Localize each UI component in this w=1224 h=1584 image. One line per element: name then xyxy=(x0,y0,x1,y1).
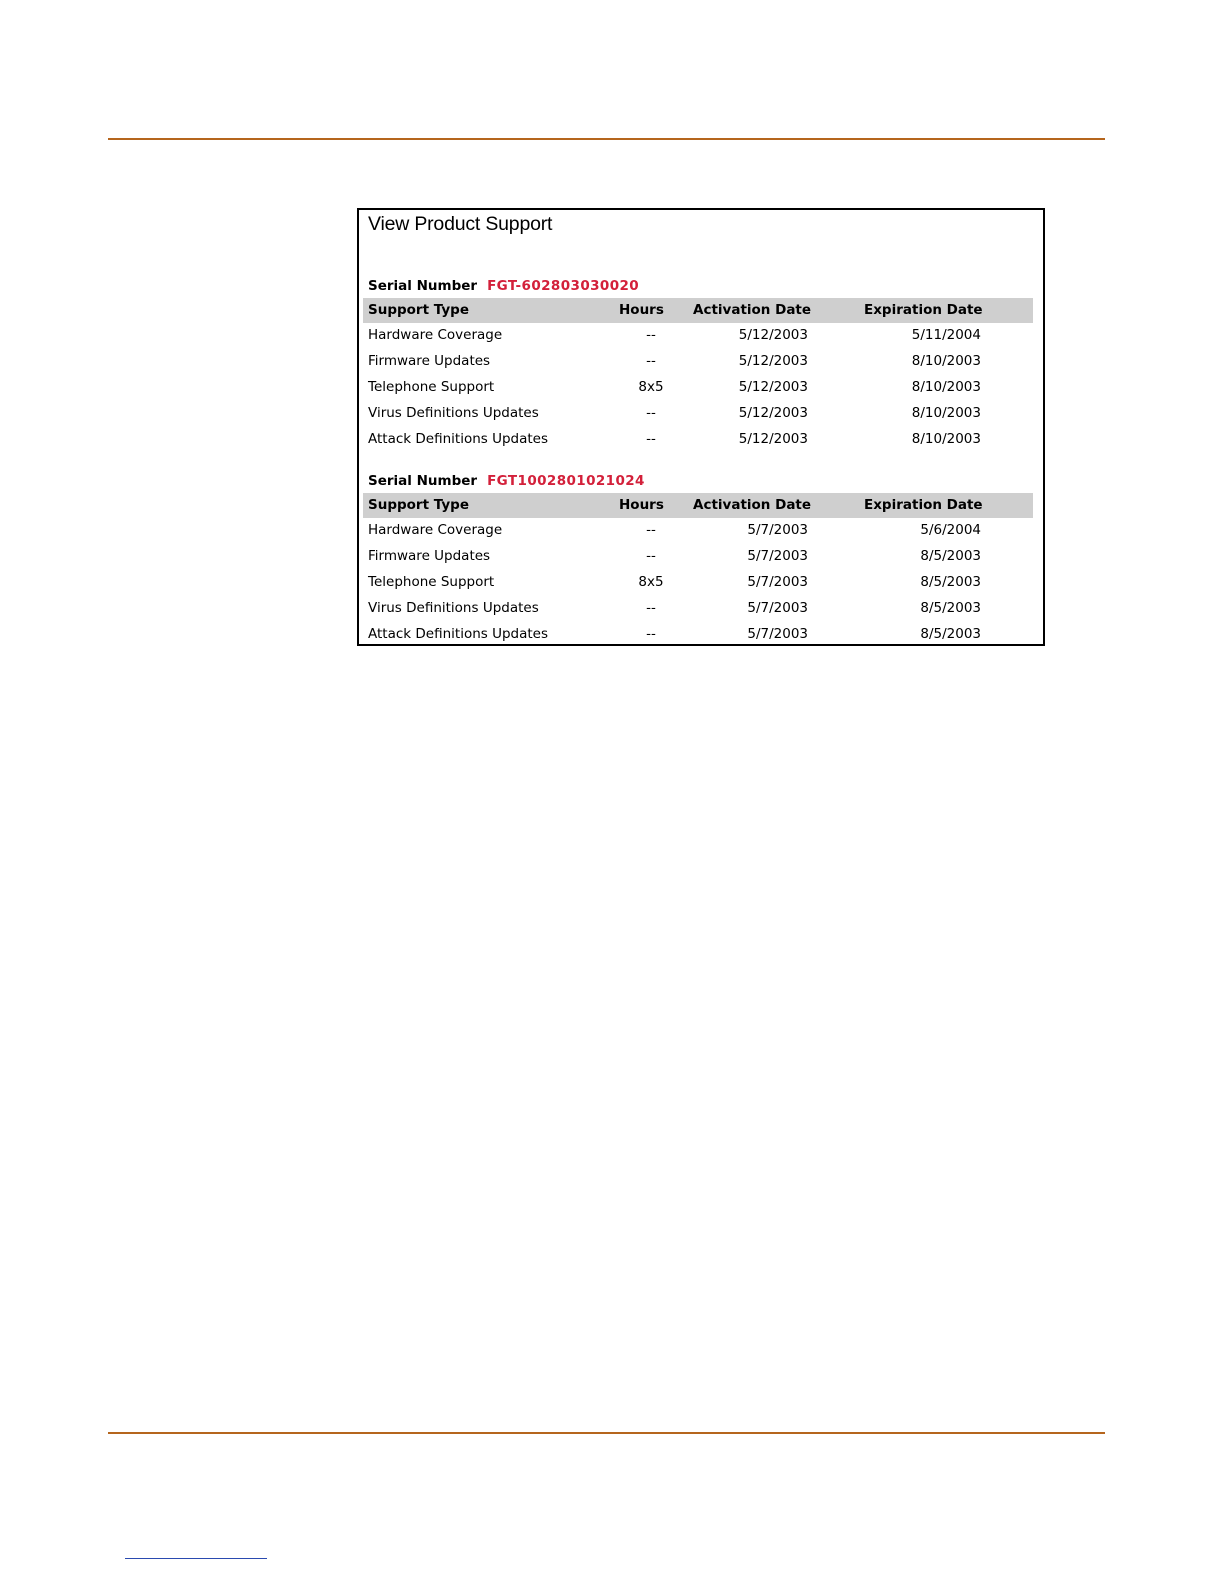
cell-expiration-date: 8/10/2003 xyxy=(911,431,981,447)
cell-support-type: Attack Definitions Updates xyxy=(368,626,549,642)
cell-activation-date: 5/12/2003 xyxy=(738,431,808,447)
cell-expiration-date: 5/11/2004 xyxy=(911,327,981,343)
cell-hours: -- xyxy=(646,522,656,538)
cell-activation-date: 5/7/2003 xyxy=(747,522,808,538)
cell-expiration-date: 8/10/2003 xyxy=(911,405,981,421)
table-row xyxy=(363,427,1033,453)
cell-activation-date: 5/7/2003 xyxy=(747,626,808,642)
table-header-row xyxy=(363,298,1033,323)
cell-activation-date: 5/12/2003 xyxy=(738,405,808,421)
cell-expiration-date: 8/10/2003 xyxy=(911,353,981,369)
footer-underline xyxy=(125,1558,267,1559)
serial-number-line xyxy=(368,473,645,489)
cell-activation-date: 5/7/2003 xyxy=(747,600,808,616)
header-activation-date: Activation Date xyxy=(693,497,812,513)
cell-support-type: Firmware Updates xyxy=(368,548,491,564)
table-row xyxy=(363,596,1033,622)
header-support-type: Support Type xyxy=(368,497,469,513)
table-row xyxy=(363,570,1033,596)
table-row xyxy=(363,323,1033,349)
header-hours: Hours xyxy=(619,302,664,318)
cell-hours: -- xyxy=(646,353,656,369)
cell-activation-date: 5/12/2003 xyxy=(738,379,808,395)
cell-support-type: Telephone Support xyxy=(368,574,495,590)
cell-hours: -- xyxy=(646,327,656,343)
serial-number-label: Serial Number xyxy=(368,473,478,489)
header-hours: Hours xyxy=(619,497,664,513)
header-expiration-date: Expiration Date xyxy=(864,497,983,513)
cell-expiration-date: 5/6/2004 xyxy=(920,522,981,538)
serial-number-line xyxy=(368,278,639,294)
cell-support-type: Virus Definitions Updates xyxy=(368,405,539,421)
cell-hours: -- xyxy=(646,405,656,421)
serial-number-value: FGT1002801021024 xyxy=(487,473,645,489)
header-activation-date: Activation Date xyxy=(693,302,812,318)
table-row xyxy=(363,349,1033,375)
header-support-type: Support Type xyxy=(368,302,469,318)
cell-activation-date: 5/12/2003 xyxy=(738,327,808,343)
panel-title: View Product Support xyxy=(368,213,553,235)
cell-activation-date: 5/7/2003 xyxy=(747,548,808,564)
cell-hours: 8x5 xyxy=(638,379,664,395)
table-row xyxy=(363,401,1033,427)
cell-activation-date: 5/12/2003 xyxy=(738,353,808,369)
table-row xyxy=(363,518,1033,544)
view-product-support-panel xyxy=(357,208,1045,646)
cell-expiration-date: 8/5/2003 xyxy=(920,626,981,642)
cell-hours: -- xyxy=(646,600,656,616)
top-rule xyxy=(108,138,1105,140)
cell-expiration-date: 8/10/2003 xyxy=(911,379,981,395)
serial-number-value: FGT-602803030020 xyxy=(487,278,640,294)
table-header-row xyxy=(363,493,1033,518)
table-row xyxy=(363,375,1033,401)
header-expiration-date: Expiration Date xyxy=(864,302,983,318)
serial-number-label: Serial Number xyxy=(368,278,478,294)
table-row xyxy=(363,622,1033,646)
cell-support-type: Firmware Updates xyxy=(368,353,491,369)
cell-expiration-date: 8/5/2003 xyxy=(920,548,981,564)
cell-hours: -- xyxy=(646,548,656,564)
cell-expiration-date: 8/5/2003 xyxy=(920,574,981,590)
cell-support-type: Hardware Coverage xyxy=(368,327,503,343)
bottom-rule xyxy=(108,1432,1105,1434)
cell-support-type: Hardware Coverage xyxy=(368,522,503,538)
cell-support-type: Attack Definitions Updates xyxy=(368,431,549,447)
table-row xyxy=(363,544,1033,570)
cell-support-type: Telephone Support xyxy=(368,379,495,395)
cell-support-type: Virus Definitions Updates xyxy=(368,600,539,616)
cell-hours: -- xyxy=(646,431,656,447)
cell-expiration-date: 8/5/2003 xyxy=(920,600,981,616)
cell-hours: -- xyxy=(646,626,656,642)
cell-activation-date: 5/7/2003 xyxy=(747,574,808,590)
cell-hours: 8x5 xyxy=(638,574,664,590)
